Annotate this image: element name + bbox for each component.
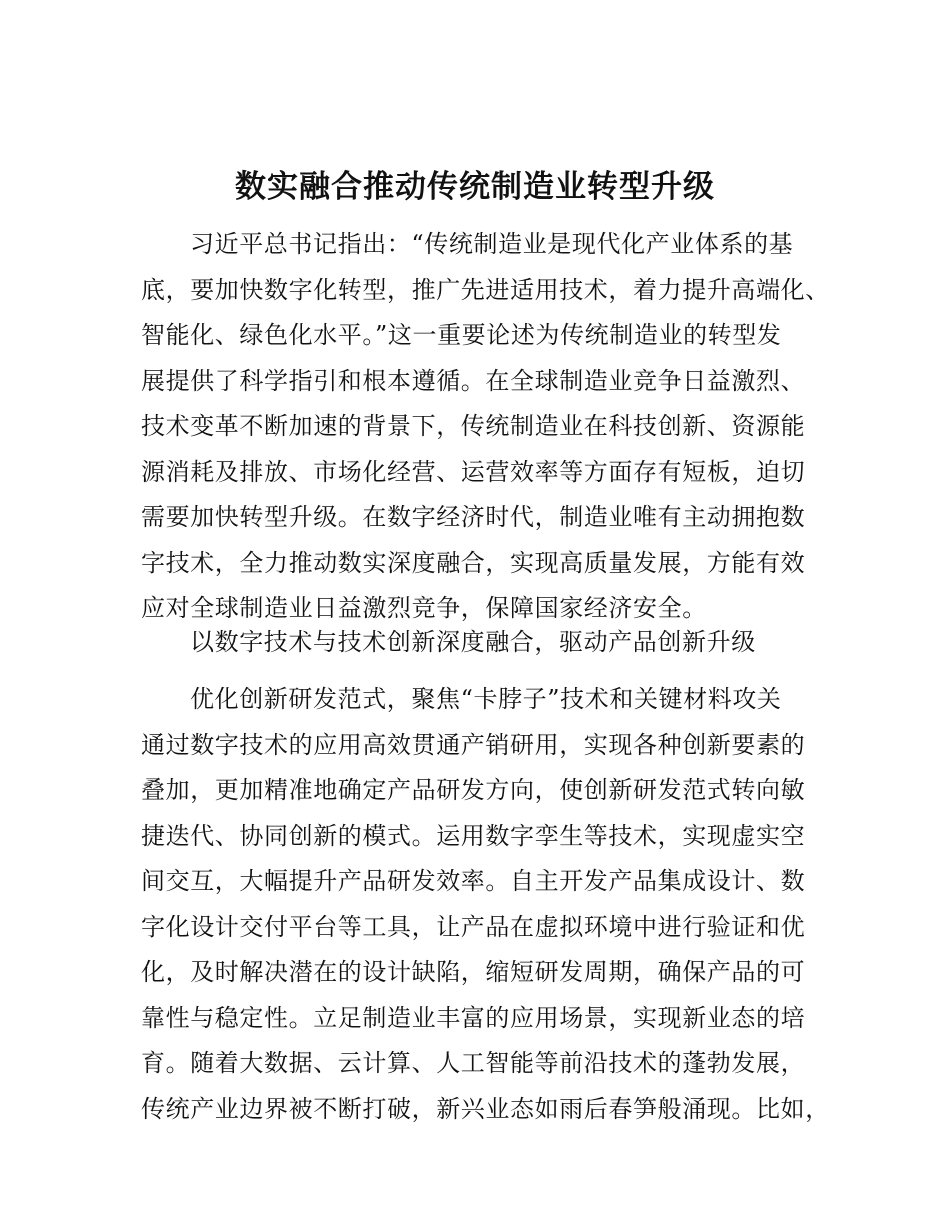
paragraph-line: 间交互，大幅提升产品研发效率。自主开发产品集成设计、数 bbox=[141, 867, 806, 895]
paragraph-line: 化，及时解决潜在的设计缺陷，缩短研发周期，确保产品的可 bbox=[141, 958, 806, 986]
paragraph-line: 应对全球制造业日益激烈竞争，保障国家经济安全。 bbox=[141, 594, 707, 622]
paragraph-line: 字技术，全力推动数实深度融合，实现高质量发展，方能有效 bbox=[141, 548, 806, 577]
paragraph-line: 靠性与稳定性。立足制造业丰富的应用场景，实现新业态的培 bbox=[141, 1003, 806, 1032]
paragraph-intro bbox=[141, 222, 830, 632]
paragraph-innovation bbox=[141, 677, 830, 1132]
paragraph-line: 通过数字技术的应用高效贯通产销研用，实现各种创新要素的 bbox=[141, 730, 806, 759]
paragraph-line: 叠加，更加精准地确定产品研发方向，使创新研发范式转向敏 bbox=[141, 776, 806, 804]
paragraph-line: 捷迭代、协同创新的模式。运用数字孪生等技术，实现虚实空 bbox=[141, 821, 806, 850]
section-heading-text: 以数字技术与技术创新深度融合，驱动产品创新升级 bbox=[190, 628, 756, 656]
paragraph-line: 展提供了科学指引和根本遵循。在全球制造业竞争日益激烈、 bbox=[141, 366, 806, 395]
paragraph-line: 底，要加快数字化转型，推广先进适用技术，着力提升高端化、 bbox=[141, 275, 830, 304]
paragraph-line: 智能化、绿色化水平。”这一重要论述为传统制造业的转型发 bbox=[141, 321, 782, 349]
paragraph-line: 育。随着大数据、云计算、人工智能等前沿技术的蓬勃发展， bbox=[141, 1049, 806, 1077]
paragraph-line: 传统产业边界被不断打破，新兴业态如雨后春笋般涌现。比如， bbox=[141, 1094, 830, 1123]
paragraph-line: 需要加快转型升级。在数字经济时代，制造业唯有主动拥抱数 bbox=[141, 503, 806, 531]
paragraph-line: 技术变革不断加速的背景下，传统制造业在科技创新、资源能 bbox=[141, 412, 806, 440]
document-title: 数实融合推动传统制造业转型升级 bbox=[235, 169, 715, 205]
paragraph-line: 习近平总书记指出：“传统制造业是现代化产业体系的基 bbox=[190, 230, 794, 258]
section-heading bbox=[141, 620, 823, 666]
paragraph-line: 源消耗及排放、市场化经营、运营效率等方面存有短板，迫切 bbox=[141, 457, 806, 486]
paragraph-line: 字化设计交付平台等工具，让产品在虚拟环境中进行验证和优 bbox=[141, 912, 806, 941]
paragraph-line: 优化创新研发范式，聚焦“卡脖子”技术和关键材料攻关 bbox=[190, 685, 782, 713]
